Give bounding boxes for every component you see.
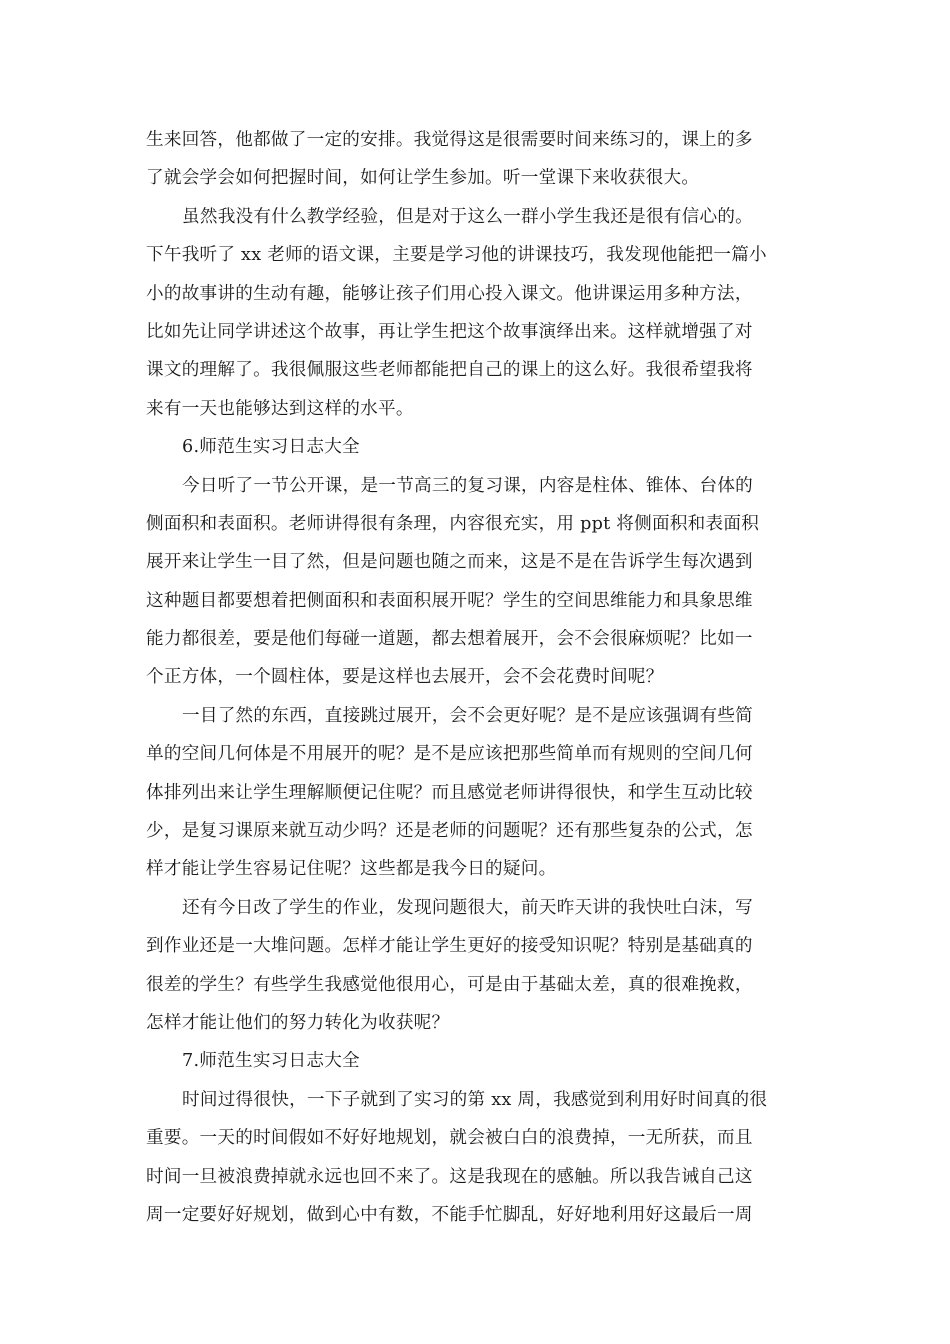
text-line: 到作业还是一大堆问题。怎样才能让学生更好的接受知识呢？特别是基础真的 — [146, 936, 753, 957]
text-line: 样才能让学生容易记住呢？这些都是我今日的疑问。 — [146, 859, 557, 880]
text-line: 6.师范生实习日志大全 — [182, 437, 360, 458]
text-line: 重要。一天的时间假如不好好地规划，就会被白白的浪费掉，一无所获，而且 — [146, 1128, 753, 1149]
text-line: 虽然我没有什么教学经验，但是对于这么一群小学生我还是很有信心的。 — [182, 206, 754, 227]
text-line: 能力都很差，要是他们每碰一道题，都去想着展开，会不会很麻烦呢？比如一 — [146, 629, 753, 650]
text-line: 来有一天也能够达到这样的水平。 — [146, 398, 414, 419]
text-line: 体排列出来让学生理解顺便记住呢？而且感觉老师讲得很快，和学生互动比较 — [146, 782, 753, 803]
text-line: 个正方体，一个圆柱体，要是这样也去展开，会不会花费时间呢？ — [146, 667, 664, 688]
text-line: 侧面积和表面积。老师讲得很有条理，内容很充实，用 ppt 将侧面积和表面积 — [146, 513, 760, 534]
text-line: 生来回答，他都做了一定的安排。我觉得这是很需要时间来练习的，课上的多 — [146, 130, 753, 150]
text-line: 一目了然的东西，直接跳过展开，会不会更好呢？是不是应该强调有些简 — [182, 705, 754, 726]
text-line: 还有今日改了学生的作业，发现问题很大，前天昨天讲的我快吐白沫，写 — [182, 897, 754, 918]
text-line: 少，是复习课原来就互动少吗？还是老师的问题呢？还有那些复杂的公式，怎 — [146, 821, 753, 842]
text-line: 很差的学生？有些学生我感觉他很用心，可是由于基础太差，真的很难挽救， — [146, 974, 753, 995]
text-line: 周一定要好好规划，做到心中有数，不能手忙脚乱，好好地利用好这最后一周 — [146, 1204, 753, 1225]
text-line: 下午我听了 xx 老师的语文课，主要是学习他的讲课技巧，我发现他能把一篇小 — [146, 245, 767, 266]
text-line: 时间一旦被浪费掉就永远也回不来了。这是我现在的感触。所以我告诫自己这 — [146, 1166, 753, 1187]
text-line: 比如先让同学讲述这个故事，再让学生把这个故事演绎出来。这样就增强了对 — [146, 321, 753, 342]
text-line: 了就会学会如何把握时间，如何让学生参加。听一堂课下来收获很大。 — [146, 168, 700, 189]
text-line: 展开来让学生一目了然，但是问题也随之而来，这是不是在告诉学生每次遇到 — [146, 552, 753, 573]
text-line: 这种题目都要想着把侧面积和表面积展开呢？学生的空间思维能力和具象思维 — [146, 590, 753, 611]
text-line: 7.师范生实习日志大全 — [182, 1051, 360, 1072]
text-line: 今日听了一节公开课，是一节高三的复习课，内容是柱体、锥体、台体的 — [182, 475, 754, 496]
text-line: 怎样才能让他们的努力转化为收获呢？ — [146, 1012, 450, 1033]
text-line: 单的空间几何体是不用展开的呢？是不是应该把那些简单而有规则的空间几何 — [146, 744, 753, 765]
text-line: 时间过得很快，一下子就到了实习的第 xx 周，我感觉到利用好时间真的很 — [182, 1089, 768, 1110]
text-line: 课文的理解了。我很佩服这些老师都能把自己的课上的这么好。我很希望我将 — [146, 360, 753, 381]
text-line: 小的故事讲的生动有趣，能够让孩子们用心投入课文。他讲课运用多种方法， — [146, 283, 753, 304]
document-page — [146, 121, 810, 1234]
